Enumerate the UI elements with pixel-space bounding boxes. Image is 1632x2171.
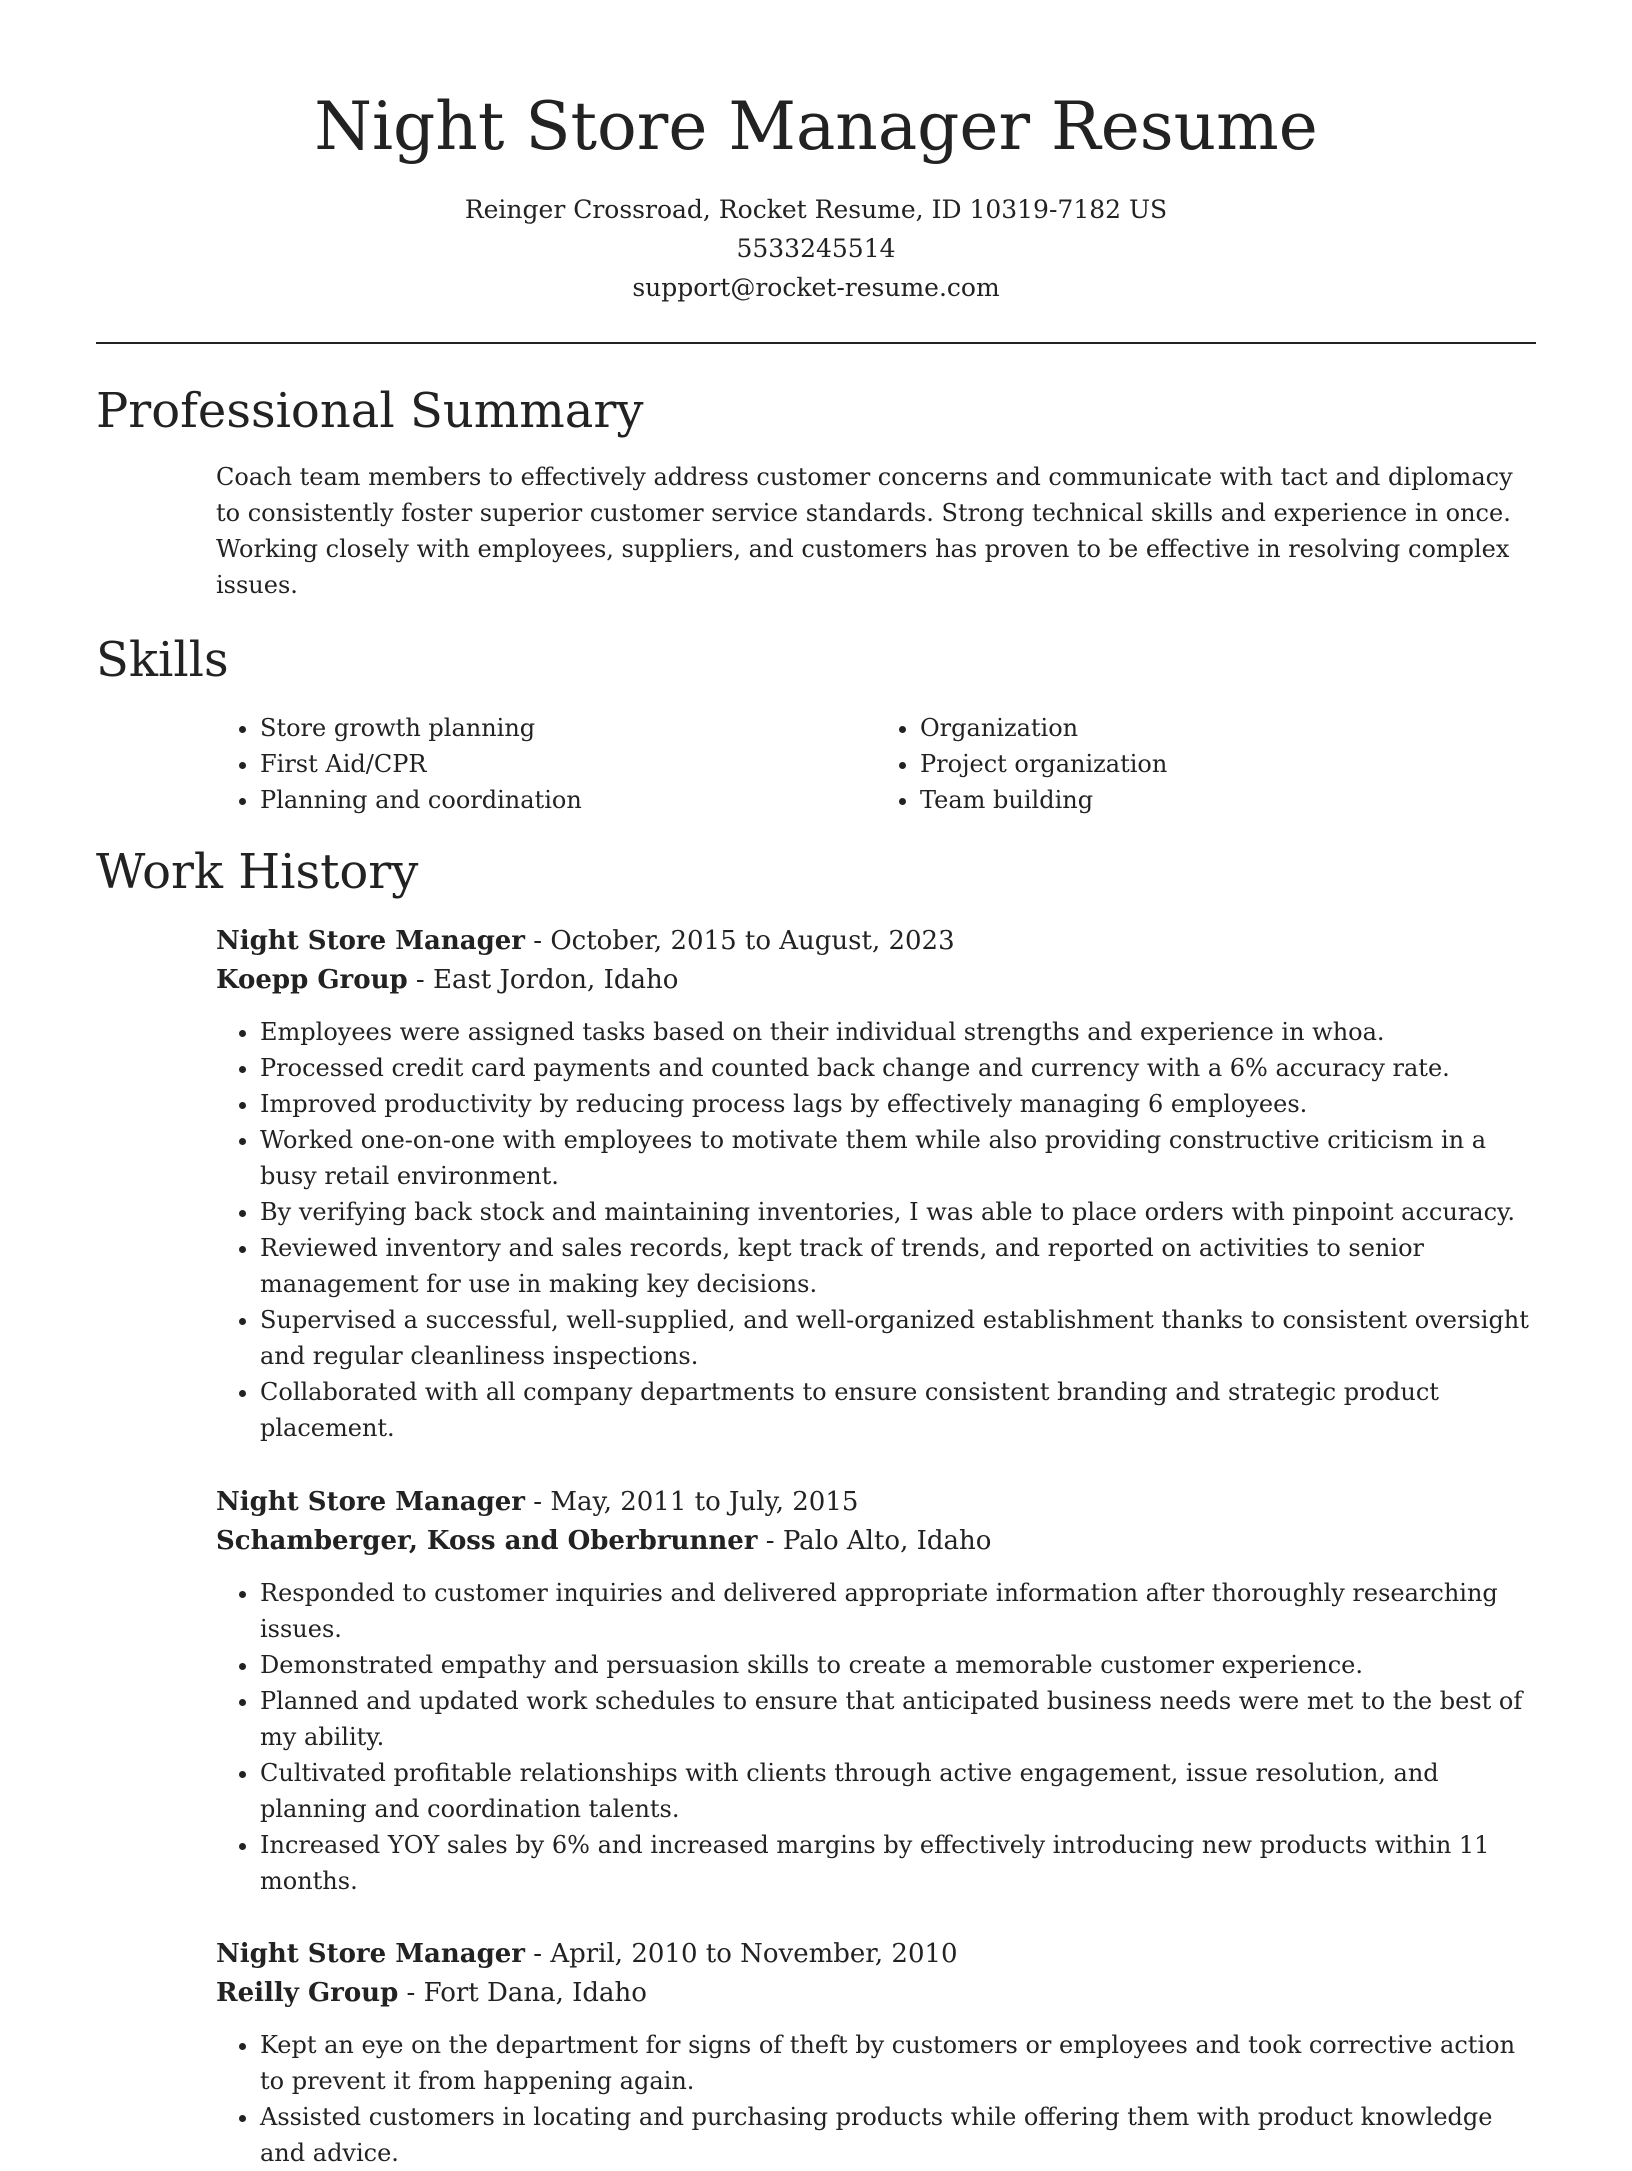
job-title-line	[216, 1935, 1536, 1974]
job-bullet: • Reviewed inventory and sales records, kept track of trends, and reported on activities to senior management for use in making key decisions.	[260, 1230, 1536, 1302]
job-bullets	[216, 2027, 1536, 2171]
job-title: Night Store Manager	[216, 1487, 526, 1517]
job-company-line	[216, 1974, 1536, 2013]
job-location: - Fort Dana, Idaho	[398, 1978, 647, 2008]
contact-phone: 5533245514	[736, 234, 896, 263]
skill-item: • Planning and coordination	[260, 782, 876, 818]
skill-item: • Project organization	[920, 746, 1536, 782]
job-bullet: • Cultivated profitable relationships with clients through active engagement, issue resolution, and planning and coordination talents.	[260, 1755, 1536, 1827]
skills-columns	[216, 710, 1536, 818]
skill-item: • First Aid/CPR	[260, 746, 876, 782]
job-dates: - May, 2011 to July, 2015	[525, 1487, 859, 1517]
job-dates: - April, 2010 to November, 2010	[525, 1939, 958, 1969]
skills-section	[216, 710, 1536, 818]
job-bullet: • Assisted customers in locating and purchasing products while offering them with product knowledge and advice.	[260, 2099, 1536, 2171]
summary-section	[216, 459, 1536, 603]
job-company-line	[216, 1522, 1536, 1561]
job-bullets	[216, 1014, 1536, 1446]
job-bullet: • By verifying back stock and maintaining inventories, I was able to place orders with pinpoint accuracy.	[260, 1194, 1536, 1230]
skill-item: • Store growth planning	[260, 710, 876, 746]
job-bullet: • Improved productivity by reducing process lags by effectively managing 6 employees.	[260, 1086, 1536, 1122]
job-entry	[216, 922, 1536, 1446]
skills-list-right	[876, 710, 1536, 818]
job-bullet: • Supervised a successful, well-supplied, and well-organized establishment thanks to consistent oversight and regular cleanliness inspections.	[260, 1302, 1536, 1374]
job-entry	[216, 1935, 1536, 2171]
header-divider	[96, 342, 1536, 344]
job-bullet: • Demonstrated empathy and persuasion skills to create a memorable customer experience.	[260, 1647, 1536, 1683]
section-heading-summary: Professional Summary	[96, 383, 644, 439]
summary-text: Coach team members to effectively address customer concerns and communicate with tact and diplomacy to consistently foster superior customer service standards. Strong technical skills and experience in once. Working closely with employees, suppliers, and customers has proven to be effective in resolving complex issues.	[216, 463, 1513, 599]
job-bullet: • Processed credit card payments and counted back change and currency with a 6% accuracy rate.	[260, 1050, 1536, 1086]
skills-list-left	[216, 710, 876, 818]
job-company: Koepp Group	[216, 965, 408, 995]
job-bullet: • Collaborated with all company departments to ensure consistent branding and strategic product placement.	[260, 1374, 1536, 1446]
section-heading-work-history: Work History	[96, 844, 419, 900]
job-company-line	[216, 961, 1536, 1000]
job-title: Night Store Manager	[216, 1939, 526, 1969]
job-entry	[216, 1483, 1536, 1899]
contact-info	[96, 190, 1536, 307]
job-bullets	[216, 1575, 1536, 1899]
job-bullet: • Employees were assigned tasks based on their individual strengths and experience in whoa.	[260, 1014, 1536, 1050]
skill-item: • Organization	[920, 710, 1536, 746]
job-company: Reilly Group	[216, 1978, 399, 2008]
contact-email: support@rocket-resume.com	[632, 273, 1000, 302]
skill-item: • Team building	[920, 782, 1536, 818]
job-bullet: • Planned and updated work schedules to ensure that anticipated business needs were met to the best of my ability.	[260, 1683, 1536, 1755]
job-dates: - October, 2015 to August, 2023	[525, 926, 955, 956]
job-bullet: • Responded to customer inquiries and delivered appropriate information after thoroughly researching issues.	[260, 1575, 1536, 1647]
job-location: - East Jordon, Idaho	[407, 965, 679, 995]
job-company: Schamberger, Koss and Oberbrunner	[216, 1526, 758, 1556]
resume-title: Night Store Manager Resume	[314, 88, 1318, 165]
contact-address: Reinger Crossroad, Rocket Resume, ID 10319-7182 US	[464, 195, 1168, 224]
job-title-line	[216, 922, 1536, 961]
job-title: Night Store Manager	[216, 926, 526, 956]
job-title-line	[216, 1483, 1536, 1522]
section-heading-skills: Skills	[96, 632, 229, 688]
job-bullet: • Kept an eye on the department for signs of theft by customers or employees and took corrective action to prevent it from happening again.	[260, 2027, 1536, 2099]
job-location: - Palo Alto, Idaho	[757, 1526, 992, 1556]
job-bullet: • Increased YOY sales by 6% and increased margins by effectively introducing new products within 11 months.	[260, 1827, 1536, 1899]
job-bullet: • Worked one-on-one with employees to motivate them while also providing constructive criticism in a busy retail environment.	[260, 1122, 1536, 1194]
